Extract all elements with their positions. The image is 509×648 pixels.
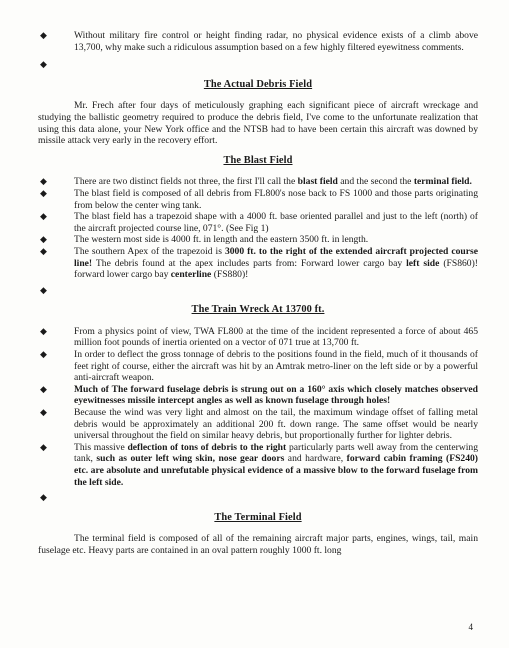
bullet-icon: ◆ — [40, 349, 47, 360]
list-item: ◆ From a physics point of view, TWA FL800 at the time of the incident represented a force of about 465 million foot pounds of inertia oriented on a vector of 071 true at 13,700 ft. — [40, 325, 478, 349]
bullet-icon: ◆ — [40, 325, 47, 336]
bullet-icon: ◆ — [40, 407, 47, 418]
bullet-text: Without military fire control or height finding radar, no physical evidence exists of a climb above 13,700, why make such a ridiculous assumption based on a few highly filtered eyewitness comments. — [74, 30, 478, 53]
page-number: 4 — [468, 622, 473, 633]
bullet-icon: ◆ — [40, 176, 47, 187]
bullet-icon: ◆ — [40, 441, 47, 452]
section-heading-blast-field: The Blast Field — [223, 154, 293, 166]
list-item — [38, 492, 478, 504]
bullet-icon: ◆ — [40, 234, 47, 245]
bullet-icon: ◆ — [40, 245, 47, 256]
section-heading-actual-debris-field: The Actual Debris Field — [203, 78, 313, 90]
list-item — [38, 30, 478, 53]
list-item: ◆ Much of The forward fuselage debris is strung out on a 160° axis which closely matches observed eyewitnesses missile intercept angles as well as known fuselage through holes! — [40, 383, 478, 407]
list-item: ◆ The blast field has a trapezoid shape with a 4000 ft. base oriented parallel and just to the left (north) of the aircraft projected course line, 071°. (See Fig 1) — [40, 211, 478, 234]
list-item: ◆ This massive deflection of tons of debris to the right particularly parts well away from the centerwing tank, such as outer left wing skin, nose gear doors and hardware, forward cabin framing (FS240) etc. are absolute and unrefutable physical evidence of a massive blow to the forward fuselage from the left side. — [40, 441, 478, 488]
bullet-icon: ◆ — [40, 284, 47, 295]
bullet-icon: ◆ — [40, 187, 47, 198]
paragraph-actual-debris-field: Mr. Frech after four days of meticulously graphing each significant piece of aircraft wreckage and studying the ballistic geometry required to produce the debris field, I've come to the unfortunate realization that using this data alone, your New York office and the NTSB had to have been certain this aircraft was downed by missile attack very early in the recovery effort. — [38, 100, 478, 147]
list-item: ◆ Because the wind was very light and almost on the tail, the maximum windage offset of falling metal debris would be approximately an additional 200 ft. down range. The same offset would be nearly universal throughout the field on similar heavy debris, but proportionally further for lighter debris. — [40, 407, 478, 442]
list-item: ◆ The western most side is 4000 ft. in length and the eastern 3500 ft. in length. — [40, 234, 369, 246]
list-item: ◆ The blast field is composed of all debris from FL800's nose back to FS 1000 and those parts originating from below the center wing tank. — [40, 187, 478, 211]
paragraph-terminal-field: The terminal field is composed of all of the remaining aircraft major parts, engines, wings, tail, main fuselage etc. Heavy parts are contained in an oval pattern roughly 1000 ft. long — [38, 533, 478, 556]
bullet-icon: ◆ — [40, 211, 47, 222]
page-content — [38, 30, 478, 557]
list-item: ◆ In order to deflect the gross tonnage of debris to the positions found in the field, much of it thousands of feet right of course, either the aircraft was hit by an Amtrak metro-liner on the left side or by a powerful anti-aircraft weapon. — [40, 349, 478, 384]
list-item — [38, 59, 478, 71]
bullet-text — [74, 59, 76, 70]
list-item: ◆ The southern Apex of the trapezoid is 3000 ft. to the right of the extended aircraft projected course line! The debris found at the apex includes parts from: Forward lower cargo bay left side (FS860)! forward lower cargo bay centerline (FS880)! — [40, 245, 478, 281]
list-item: ◆ There are two distinct fields not three, the first I'll call the blast field and the second the terminal field. — [40, 176, 472, 188]
bullet-icon: ◆ — [40, 59, 47, 70]
bullet-icon: ◆ — [40, 30, 47, 40]
section-heading-train-wreck: The Train Wreck At 13700 ft. — [191, 304, 325, 316]
bullet-icon: ◆ — [40, 383, 47, 394]
section-heading-terminal-field: The Terminal Field — [214, 511, 302, 523]
list-item — [38, 285, 478, 297]
bullet-icon: ◆ — [40, 492, 47, 503]
